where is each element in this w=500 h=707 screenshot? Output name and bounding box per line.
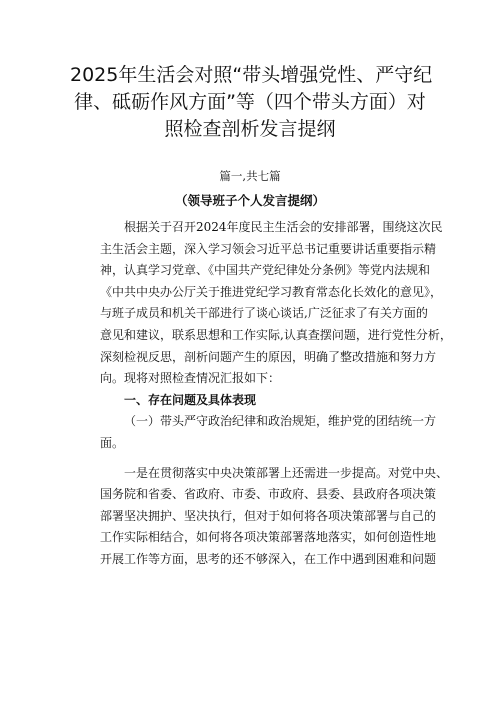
intro-line: 《中共中央办公厅关于推进党纪学习教育常态化长效化的意见》， [100, 284, 443, 299]
subsection-line: （一）带头严守政治纪律和政治规矩，维护党的团结统一方 [124, 414, 437, 429]
point-line: 一是在贯彻落实中央决策部署上还需进一步提高。对党中央、 [124, 465, 449, 480]
title-line: 照检查剖析发言提纲 [164, 118, 336, 140]
intro-line: 意见和建议，联系思想和工作实际,认真查摆问题，进行党性分析， [100, 327, 452, 342]
section-heading: 一、存在问题及具体表现 [124, 392, 257, 407]
intro-line: 根据关于召开2024年度民主生活会的安排部署，围绕这次民 [124, 220, 443, 234]
document-title [70, 62, 433, 143]
intro-line: 深刻检视反思，剖析问题产生的原因，明确了整改措施和努力方 [100, 349, 437, 364]
point-line: 工作实际相结合，如何将各项决策部署落地落实，如何创造性地 [100, 530, 437, 545]
intro-line: 与班子成员和机关干部进行了谈心谈话,广泛征求了有关方面的 [100, 306, 428, 321]
intro-line: 神，认真学习党章、《中国共产党纪律处分条例》等党内法规和 [100, 263, 431, 278]
point-line: 开展工作等方面，思考的还不够深入，在工作中遇到困难和问题 [100, 551, 437, 566]
role-heading: （领导班子个人发言提纲） [174, 193, 325, 208]
title-line: 2025年生活会对照“带头增强党性、严守纪 [70, 64, 433, 86]
document-subtitle: 篇一,共七篇 [219, 169, 281, 183]
title-line: 律、砥砺作风方面”等（四个带头方面）对 [74, 91, 426, 113]
intro-line: 向。现将对照检查情况汇报如下： [100, 371, 281, 386]
point-line: 部署坚决拥护、坚决执行，但对于如何将各项决策部署与自己的 [100, 508, 437, 523]
intro-line: 主生活会主题，深入学习领会习近平总书记重要讲话重要指示精 [100, 241, 437, 256]
subsection-line: 面。 [100, 435, 125, 450]
document-body [100, 217, 452, 571]
point-line: 国务院和省委、省政府、市委、市政府、县委、县政府各项决策 [100, 487, 437, 502]
